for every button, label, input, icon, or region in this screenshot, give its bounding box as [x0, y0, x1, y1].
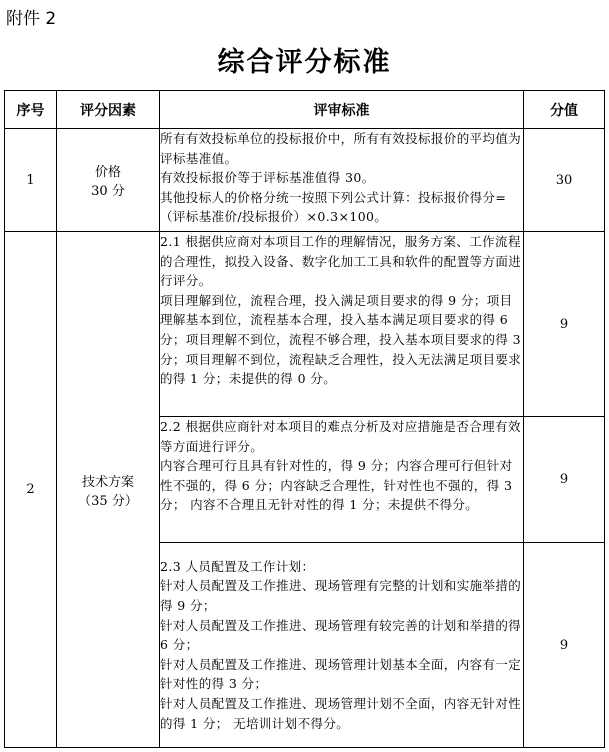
header-seq: 序号 — [5, 91, 57, 129]
page-title: 综合评分标准 — [217, 47, 392, 78]
row-score: 9 — [524, 417, 605, 543]
factor-points: 30 分 — [91, 184, 125, 199]
row-score: 9 — [524, 543, 605, 748]
factor-name: 价格 — [94, 165, 121, 180]
criteria-text: 针对人员配置及工作推进、现场管理计划基本全面，内容有一定针对性的得 3 分； — [160, 656, 522, 692]
criteria-cell — [160, 417, 524, 543]
criteria-text: 2.1 根据供应商对本项目工作的理解情况，服务方案、工作流程的合理性，拟投入设备、数字化加工工具和软件的配置等方面进行评分。 — [160, 234, 522, 289]
criteria-text: 针对人员配置及工作推进、现场管理有较完善的计划和举措的得 6 分； — [160, 617, 522, 653]
annex-label: 附件 2 — [6, 9, 57, 29]
factor-points: （35 分） — [78, 493, 138, 509]
row-factor — [57, 129, 160, 232]
criteria-text: 项目理解到位，流程合理，投入满足项目要求的得 9 分；项目理解基本到位，流程基本合理，投入基本满足项目要求的得 6 分；项目理解不到位，流程不够合理，投入基本项目要求的得 3 分；项目理解不到位，流程缺乏合理性，投入无法满足项目要求的得 1 分；未提供的得 0 分。 — [160, 292, 522, 387]
scoring-table — [4, 90, 605, 748]
header-factor: 评分因素 — [57, 91, 160, 129]
criteria-cell — [160, 543, 524, 748]
row-score: 30 — [524, 129, 605, 232]
table-row — [5, 129, 605, 232]
criteria-text: 其他投标人的价格分统一按照下列公式计算：投标报价得分=（评标基准价/投标报价）×0.3×100。 — [160, 189, 507, 225]
factor-name: 技术方案 — [81, 474, 134, 490]
criteria-text: 2.2 根据供应商针对本项目的难点分析及对应措施是否合理有效等方面进行评分。 — [160, 419, 521, 454]
row-factor — [57, 232, 160, 748]
criteria-text: 针对人员配置及工作推进、现场管理计划不全面，内容无针对性的得 1 分； 无培训计划不得分。 — [160, 695, 522, 731]
row-score: 9 — [524, 232, 605, 417]
criteria-text: 所有有效投标单位的投标报价中，所有有效投标报价的平均值为评标基准值。 — [160, 131, 522, 166]
criteria-text: 内容合理可行且具有针对性的，得 9 分；内容合理可行但针对性不强的，得 6 分；内容缺乏合理性，针对性也不强的，得 3 分； 内容不合理且无针对性的得 1 分；未提供不得分。 — [160, 458, 513, 513]
header-score: 分值 — [524, 91, 605, 129]
header-criteria: 评审标准 — [160, 91, 524, 129]
criteria-text: 针对人员配置及工作推进、现场管理有完整的计划和实施举措的得 9 分； — [160, 578, 522, 614]
table-header-row — [5, 91, 605, 129]
table-row — [5, 232, 605, 417]
criteria-cell — [160, 232, 524, 417]
row-seq: 2 — [5, 232, 57, 748]
criteria-cell — [160, 129, 524, 232]
criteria-text: 2.3 人员配置及工作计划： — [160, 558, 315, 574]
criteria-text: 有效投标报价等于评标基准值得 30。 — [160, 170, 375, 186]
row-seq: 1 — [5, 129, 57, 232]
